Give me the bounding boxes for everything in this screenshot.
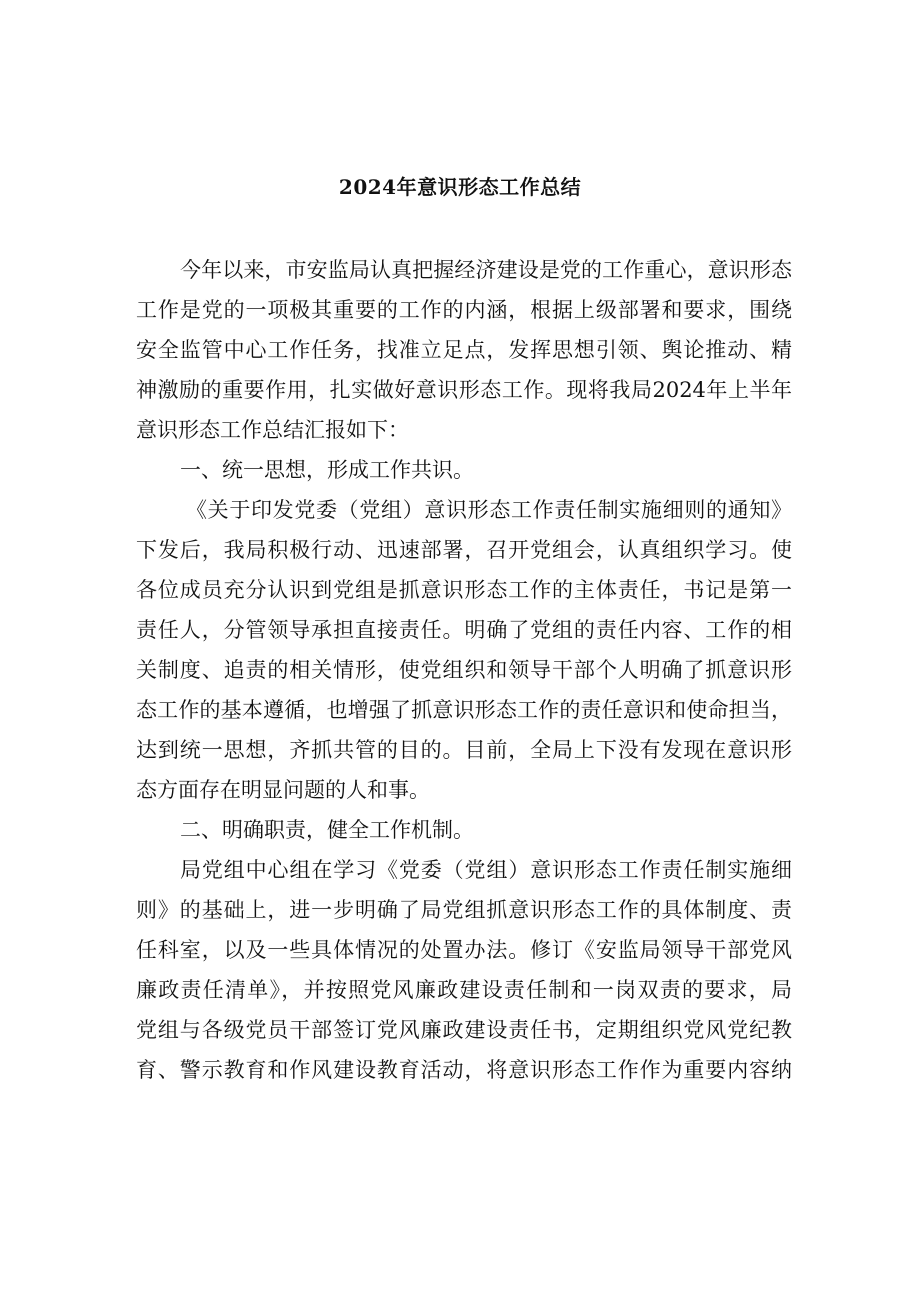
text-line: 任科室，以及一些具体情况的处置办法。修订《安监局领导干部党风: [136, 938, 792, 962]
text-line: 安全监管中心工作任务，找准立足点，发挥思想引领、舆论推动、精: [136, 338, 792, 362]
section-heading-1: [136, 450, 792, 490]
text-line: 责任人，分管领导承担直接责任。明确了党组的责任内容、工作的相: [136, 618, 792, 642]
section-heading-2: [136, 810, 792, 850]
text-line: 廉政责任清单》，并按照党风廉政建设责任制和一岗双责的要求，局: [136, 978, 792, 1002]
paragraph-section-2: [136, 850, 792, 1090]
text-line: 神激励的重要作用，扎实做好意识形态工作。现将我局2024年上半年: [136, 378, 792, 402]
text-line: 各位成员充分认识到党组是抓意识形态工作的主体责任，书记是第一: [136, 578, 792, 602]
text-line: 育、警示教育和作风建设教育活动，将意识形态工作作为重要内容纳: [136, 1058, 792, 1082]
text-line: 关制度、追责的相关情形，使党组织和领导干部个人明确了抓意识形: [136, 658, 792, 682]
document-body: [136, 250, 792, 1090]
text-line: 意识形态工作总结汇报如下：: [136, 418, 409, 442]
text-line: 局党组中心组在学习《党委（党组）意识形态工作责任制实施细: [180, 858, 792, 882]
text-line: 态方面存在明显问题的人和事。: [136, 778, 430, 802]
text-line: 下发后，我局积极行动、迅速部署，召开党组会，认真组织学习。使: [136, 538, 792, 562]
paragraph-section-1: [136, 490, 792, 810]
text-line: 今年以来，市安监局认真把握经济建设是党的工作重心，意识形态: [180, 258, 792, 282]
section-heading-text: 一、统一思想，形成工作共识。: [180, 458, 474, 482]
text-line: 党组与各级党员干部签订党风廉政建设责任书，定期组织党风党纪教: [136, 1018, 792, 1042]
document-title: 2024年意识形态工作总结: [338, 175, 582, 199]
text-line: 则》的基础上，进一步明确了局党组抓意识形态工作的具体制度、责: [136, 898, 792, 922]
text-line: 态工作的基本遵循，也增强了抓意识形态工作的责任意识和使命担当，: [136, 698, 792, 722]
text-line: 《关于印发党委（党组）意识形态工作责任制实施细则的通知》: [186, 498, 792, 522]
text-line: 达到统一思想，齐抓共管的目的。目前，全局上下没有发现在意识形: [136, 738, 792, 762]
paragraph-intro: [136, 250, 792, 450]
section-heading-text: 二、明确职责，健全工作机制。: [180, 818, 474, 842]
text-line: 工作是党的一项极其重要的工作的内涵，根据上级部署和要求，围绕: [136, 298, 792, 322]
